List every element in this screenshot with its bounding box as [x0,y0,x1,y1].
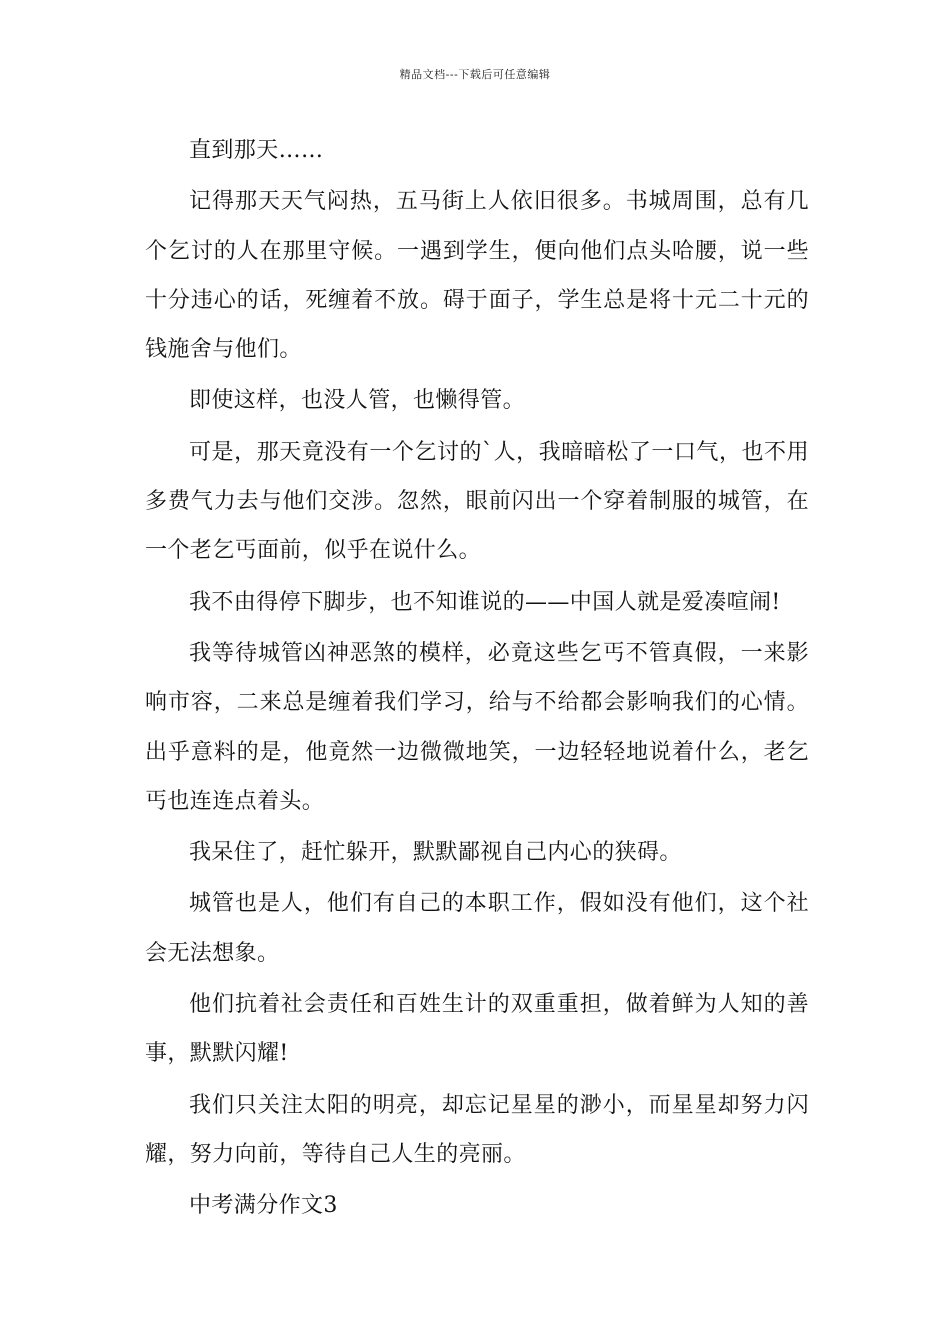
paragraph: 记得那天天气闷热，五马街上人依旧很多。书城周围，总有几个乞讨的人在那里守候。一遇到学生，便向他们点头哈腰，说一些十分违心的话，死缠着不放。碍于面子，学生总是将十元二十元的钱施舍与他们。 [145,189,809,363]
paragraph: 我呆住了，赶忙躲开，默默鄙视自己内心的狭碍。 [189,840,682,866]
paragraph: 直到那天…… [189,138,324,163]
document-body [145,126,809,1233]
paragraph: 城管也是人，他们有自己的本职工作，假如没有他们，这个社会无法想象。 [145,891,809,966]
paragraph: 我等待城管凶神恶煞的模样，必竟这些乞丐不管真假，一来影响市容，二来总是缠着我们学习，给与不给都会影响我们的心情。出乎意料的是，他竟然一边微微地笑，一边轻轻地说着什么，老乞丐也连连点着头。 [145,640,809,814]
section-title: 中考满分作文3 [189,1193,338,1219]
page-header: 精品文档---下载后可任意编辑 [399,68,551,81]
paragraph: 可是，那天竟没有一个乞讨的`人，我暗暗松了一口气，也不用多费气力去与他们交涉。忽然，眼前闪出一个穿着制服的城管，在一个老乞丐面前，似乎在说什么。 [145,439,809,564]
paragraph: 他们抗着社会责任和百姓生计的双重重担，做着鲜为人知的善事，默默闪耀! [145,992,809,1067]
paragraph: 我们只关注太阳的明亮，却忘记星星的渺小，而星星却努力闪耀，努力向前，等待自己人生的亮丽。 [145,1092,809,1167]
paragraph: 我不由得停下脚步，也不知谁说的——中国人就是爱凑喧闹! [189,589,781,615]
paragraph: 即使这样，也没人管，也懒得管。 [189,388,526,414]
